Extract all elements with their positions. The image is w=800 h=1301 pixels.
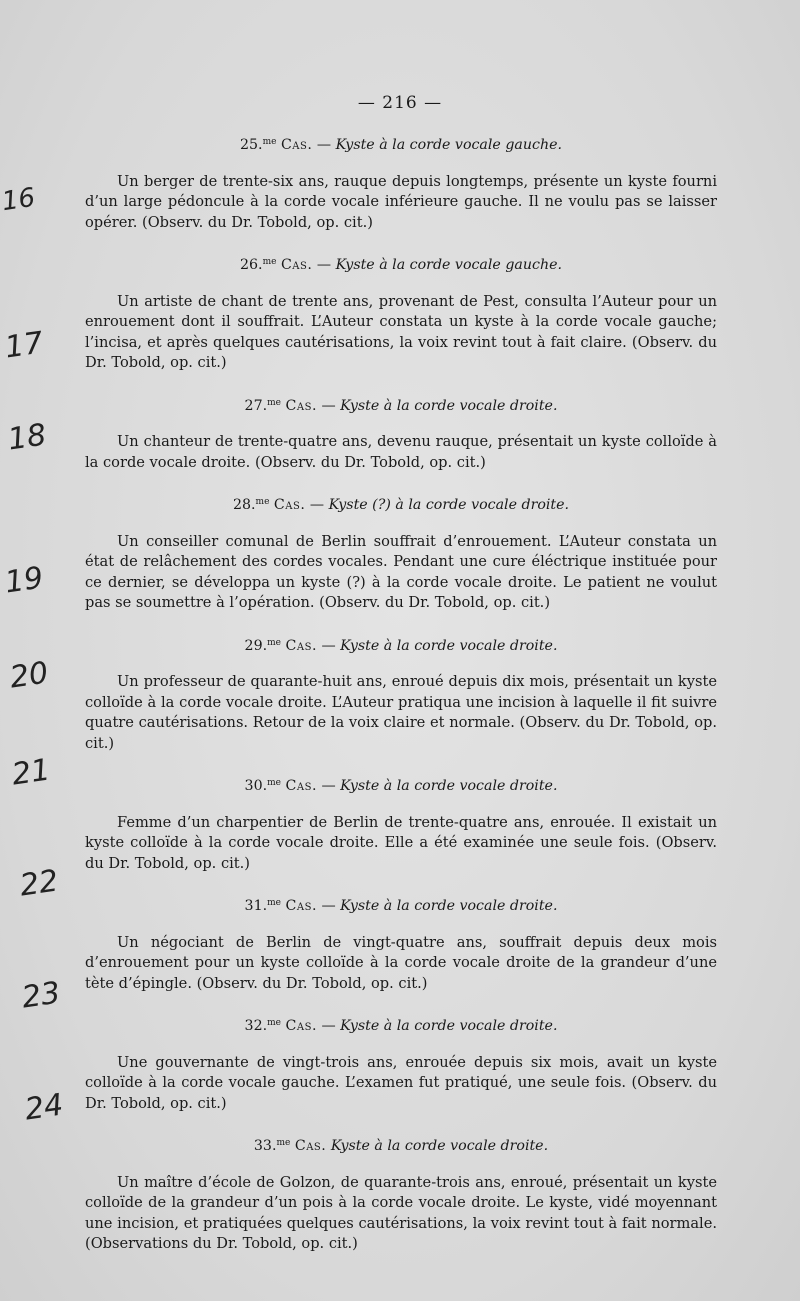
case-heading: 29.$^{me}$ Cas. — Kyste à la corde vocale droite.: [244, 637, 558, 654]
case-entry: [85, 1013, 717, 1114]
case-entry: [85, 393, 717, 474]
margin-handwritten-number: 24: [22, 1087, 66, 1128]
case-body: Un négociant de Berlin de vingt-quatre ans, souffrait depuis deux mois d’enrouement pour un kyste colloïde à la corde vocale droite de la grandeur d’une tète d’épingle. (Observ. du Dr. Tobold, op. cit.): [85, 933, 717, 992]
case-body: Un berger de trente-six ans, rauque depuis longtemps, présente un kyste fourni d’un large pédoncule à la corde vocale inférieure gauche. Il ne voulu pas se laisser opérer. (Observ. du Dr. Tobold, op. cit.): [85, 172, 717, 231]
case-heading: 26.$^{me}$ Cas. — Kyste à la corde vocale gauche.: [239, 257, 563, 273]
case-heading: 31.$^{me}$ Cas. — Kyste à la corde vocale droite.: [244, 898, 558, 914]
case-heading: 32.$^{me}$ Cas. — Kyste à la corde vocale droite.: [244, 1018, 558, 1034]
case-heading: 25.$^{me}$ Cas. — Kyste à la corde vocale gauche.: [239, 137, 563, 153]
case-entry: [85, 1133, 717, 1255]
margin-handwritten-number: 17: [2, 325, 46, 366]
margin-handwritten-number: 22: [17, 863, 61, 904]
case-entry: [85, 492, 717, 614]
margin-handwritten-number: 19: [2, 560, 46, 601]
text-block: [85, 132, 717, 1274]
page-number: — 216 —: [357, 93, 443, 113]
case-body: Femme d’un charpentier de Berlin de trente-quatre ans, enrouée. Il existait un kyste colloïde à la corde vocale droite. Elle a été examinée une seule fois. (Observ. du Dr. Tobold, op. cit.): [85, 813, 717, 872]
case-heading: 27.$^{me}$ Cas. — Kyste à la corde vocale droite.: [244, 397, 558, 414]
margin-handwritten-number: 20: [7, 655, 51, 696]
margin-handwritten-number: 18: [5, 417, 49, 458]
margin-handwritten-number: 16: [0, 182, 38, 218]
case-heading: 28.$^{me}$ Cas. — Kyste (?) à la corde vocale droite.: [232, 497, 570, 513]
case-body: Un professeur de quarante-huit ans, enroué depuis dix mois, présentait un kyste colloïde à la corde vocale droite. L’Auteur pratiqua une incision à laquelle il fit suivre quatre cautérisations. Retour de la voix claire et normale. (Observ. du Dr. Tobold, op. cit.): [85, 673, 717, 752]
case-body: Un artiste de chant de trente ans, provenant de Pest, consulta l’Auteur pour un enrouement dont il souffrait. L’Auteur constata un kyste à la corde vocale gauche; l’incisa, et après quelques cautérisations, la voix revint tout à fait claire. (Observ. du Dr. Tobold, op. cit.): [85, 292, 717, 371]
margin-handwritten-number: 23: [19, 975, 63, 1016]
margin-handwritten-number: 21: [9, 752, 53, 793]
case-body: Un chanteur de trente-quatre ans, devenu rauque, présentait un kyste colloïde à la corde vocale droite. (Observ. du Dr. Tobold, op. cit.): [85, 433, 717, 471]
case-entry: [85, 893, 717, 994]
case-entry: [85, 773, 717, 874]
case-heading: 33.$^{me}$ Cas. Kyste à la corde vocale droite.: [253, 1138, 549, 1154]
case-body: Une gouvernante de vingt-trois ans, enrouée depuis six mois, avait un kyste colloïde à la corde vocale gauche. L’examen fut pratiqué, une seule fois. (Observ. du Dr. Tobold, op. cit.): [85, 1053, 717, 1112]
case-entry: [85, 633, 717, 755]
case-entry: [85, 132, 717, 233]
case-body: Un conseiller comunal de Berlin souffrait d’enrouement. L’Auteur constata un état de relâchement des cordes vocales. Pendant une cure éléctrique instituée pour ce dernier, se développa un kyste (?) à la corde vocale droite. Le patient ne voulut pas se soumettre à l’opération. (Observ. du Dr. Tobold, op. cit.): [85, 532, 717, 611]
case-body: Un maître d’école de Golzon, de quarante-trois ans, enroué, présentait un kyste colloïde de la grandeur d’un pois à la corde vocale droite. Le kyste, vidé moyennant une incision, et pratiquées quelques cautérisations, la voix revint tout à fait normale. (Observations du Dr. Tobold, op. cit.): [85, 1173, 717, 1252]
case-entry: [85, 252, 717, 374]
case-heading: 30.$^{me}$ Cas. — Kyste à la corde vocale droite.: [244, 778, 558, 794]
